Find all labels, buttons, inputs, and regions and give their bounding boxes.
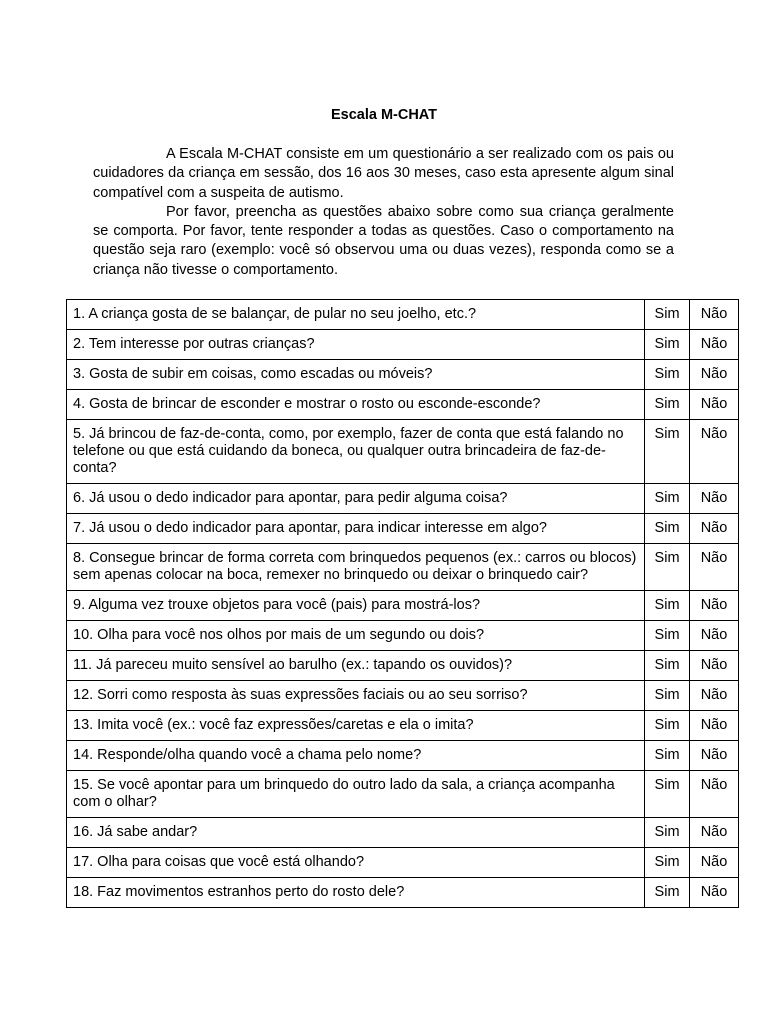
answer-yes[interactable]: Sim <box>645 484 690 514</box>
answer-yes[interactable]: Sim <box>645 818 690 848</box>
question-text: 1. A criança gosta de se balançar, de pular no seu joelho, etc.? <box>67 300 645 330</box>
answer-no[interactable]: Não <box>690 484 739 514</box>
answer-no[interactable]: Não <box>690 681 739 711</box>
answer-yes[interactable]: Sim <box>645 300 690 330</box>
question-row <box>67 300 739 330</box>
question-row <box>67 651 739 681</box>
questions-table <box>66 299 739 908</box>
question-row <box>67 420 739 484</box>
answer-yes[interactable]: Sim <box>645 420 690 484</box>
question-text: 3. Gosta de subir em coisas, como escadas ou móveis? <box>67 360 645 390</box>
question-text: 16. Já sabe andar? <box>67 818 645 848</box>
answer-no[interactable]: Não <box>690 848 739 878</box>
question-row <box>67 330 739 360</box>
question-row <box>67 771 739 818</box>
question-text: 6. Já usou o dedo indicador para apontar, para pedir alguma coisa? <box>67 484 645 514</box>
intro-paragraph-1: A Escala M-CHAT consiste em um questionário a ser realizado com os pais ou cuidadores da criança em sessão, dos 16 aos 30 meses, caso esta apresente algum sinal compatível com a suspeita de autismo. <box>93 146 674 201</box>
answer-no[interactable]: Não <box>690 711 739 741</box>
question-text: 14. Responde/olha quando você a chama pelo nome? <box>67 741 645 771</box>
question-row <box>67 848 739 878</box>
question-row <box>67 741 739 771</box>
answer-yes[interactable]: Sim <box>645 390 690 420</box>
answer-no[interactable]: Não <box>690 390 739 420</box>
answer-yes[interactable]: Sim <box>645 878 690 908</box>
answer-yes[interactable]: Sim <box>645 360 690 390</box>
intro-text <box>93 145 674 280</box>
question-text: 17. Olha para coisas que você está olhando? <box>67 848 645 878</box>
question-row <box>67 544 739 591</box>
answer-no[interactable]: Não <box>690 360 739 390</box>
question-text: 2. Tem interesse por outras crianças? <box>67 330 645 360</box>
answer-no[interactable]: Não <box>690 818 739 848</box>
answer-yes[interactable]: Sim <box>645 514 690 544</box>
questions-table-body <box>67 300 739 908</box>
question-text: 5. Já brincou de faz-de-conta, como, por exemplo, fazer de conta que está falando no telefone ou que está cuidando da boneca, ou qualquer outra brincadeira de faz-de-conta? <box>67 420 645 484</box>
question-text: 4. Gosta de brincar de esconder e mostrar o rosto ou esconde-esconde? <box>67 390 645 420</box>
intro-paragraph-2: Por favor, preencha as questões abaixo sobre como sua criança geralmente se comporta. Por favor, tente responder a todas as questões. Caso o comportamento na questão seja raro (exemplo: você só observou uma ou duas vezes), responda como se a criança não tivesse o comportamento. <box>93 203 674 278</box>
answer-no[interactable]: Não <box>690 771 739 818</box>
answer-yes[interactable]: Sim <box>645 544 690 591</box>
question-text: 11. Já pareceu muito sensível ao barulho (ex.: tapando os ouvidos)? <box>67 651 645 681</box>
answer-yes[interactable]: Sim <box>645 711 690 741</box>
question-row <box>67 390 739 420</box>
answer-no[interactable]: Não <box>690 420 739 484</box>
question-text: 15. Se você apontar para um brinquedo do outro lado da sala, a criança acompanha com o olhar? <box>67 771 645 818</box>
answer-yes[interactable]: Sim <box>645 771 690 818</box>
answer-no[interactable]: Não <box>690 300 739 330</box>
question-text: 8. Consegue brincar de forma correta com brinquedos pequenos (ex.: carros ou blocos) sem apenas colocar na boca, remexer no brinquedo ou deixar o brinquedo cair? <box>67 544 645 591</box>
answer-no[interactable]: Não <box>690 621 739 651</box>
question-row <box>67 711 739 741</box>
question-row <box>67 681 739 711</box>
question-row <box>67 621 739 651</box>
answer-yes[interactable]: Sim <box>645 848 690 878</box>
question-row <box>67 514 739 544</box>
answer-no[interactable]: Não <box>690 544 739 591</box>
question-row <box>67 591 739 621</box>
answer-yes[interactable]: Sim <box>645 330 690 360</box>
question-text: 18. Faz movimentos estranhos perto do rosto dele? <box>67 878 645 908</box>
answer-no[interactable]: Não <box>690 878 739 908</box>
question-text: 12. Sorri como resposta às suas expressões faciais ou ao seu sorriso? <box>67 681 645 711</box>
answer-no[interactable]: Não <box>690 330 739 360</box>
answer-no[interactable]: Não <box>690 514 739 544</box>
answer-yes[interactable]: Sim <box>645 651 690 681</box>
question-row <box>67 360 739 390</box>
question-row <box>67 878 739 908</box>
document-title: Escala M-CHAT <box>330 107 438 123</box>
answer-yes[interactable]: Sim <box>645 591 690 621</box>
question-text: 9. Alguma vez trouxe objetos para você (pais) para mostrá-los? <box>67 591 645 621</box>
question-text: 10. Olha para você nos olhos por mais de um segundo ou dois? <box>67 621 645 651</box>
answer-yes[interactable]: Sim <box>645 681 690 711</box>
question-row <box>67 484 739 514</box>
answer-no[interactable]: Não <box>690 591 739 621</box>
answer-no[interactable]: Não <box>690 741 739 771</box>
question-row <box>67 818 739 848</box>
answer-yes[interactable]: Sim <box>645 741 690 771</box>
answer-no[interactable]: Não <box>690 651 739 681</box>
answer-yes[interactable]: Sim <box>645 621 690 651</box>
question-text: 7. Já usou o dedo indicador para apontar, para indicar interesse em algo? <box>67 514 645 544</box>
question-text: 13. Imita você (ex.: você faz expressões/caretas e ela o imita? <box>67 711 645 741</box>
